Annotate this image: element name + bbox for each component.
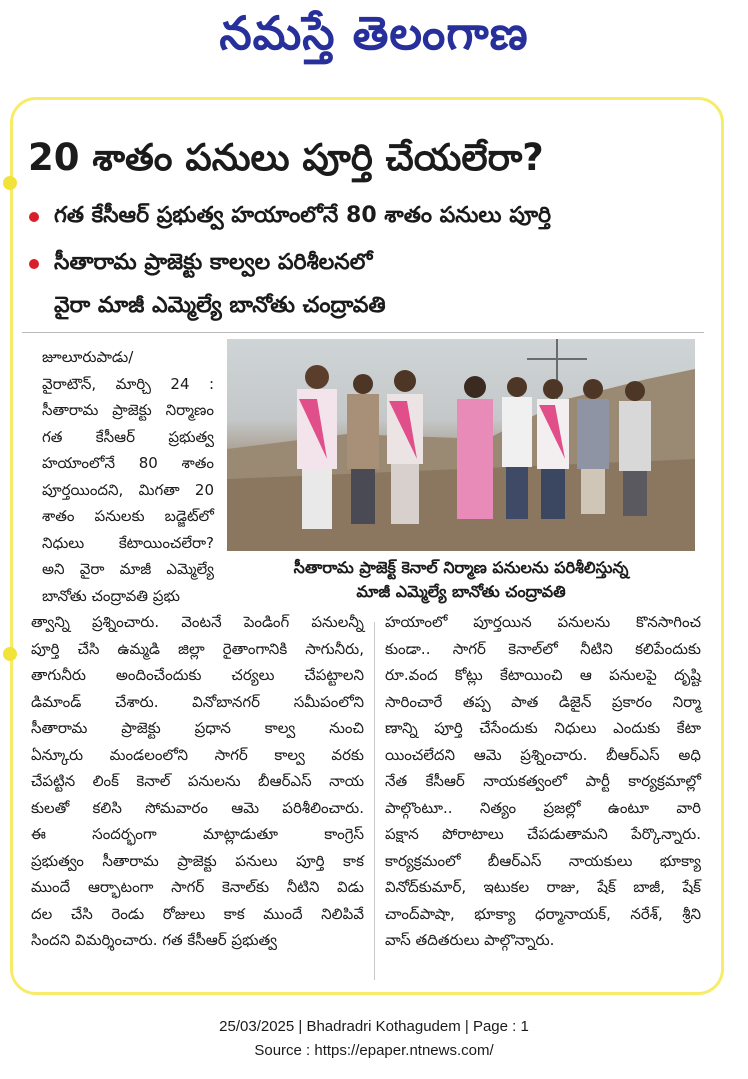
text-line: ణాన్ని పూర్తి చేసేందుకు నిధులు ఎందుకు కేటా — [385, 719, 701, 737]
subheadline-2: సీతారామ ప్రాజెక్టు కాల్వల పరిశీలనలో — [54, 250, 373, 275]
bullet-icon — [29, 259, 39, 269]
text-line: యించలేదని ఆమె ప్రశ్నించారు. బీఆర్‌ఎస్ అధి — [385, 745, 701, 764]
photo-illustration — [227, 339, 695, 551]
photo-caption — [227, 556, 695, 604]
footer-date-line: 25/03/2025 | Bhadradri Kothagudem | Page : 1 — [219, 1018, 529, 1035]
article-headline: 20 శాతం పనులు పూర్తి చేయలేరా? — [28, 136, 544, 179]
text-line: నేత కేసీఆర్ నాయకత్వంలో పార్టీ కార్యక్రమాల్లో — [385, 772, 701, 790]
footer-source-line: Source : https://epaper.ntnews.com/ — [254, 1042, 494, 1059]
text-line: కుండా.. సాగర్ కెనాల్‌లో నీటిని కలిపేందుకు — [385, 639, 701, 658]
text-line: డిమాండ్ చేశారు. వినోబానగర్ సమీపంలోని — [31, 692, 364, 711]
subheadline-3: వైరా మాజీ ఎమ్మెల్యే బానోతు చంద్రావతి — [54, 293, 386, 318]
text-line: హయాంలోనే 80 శాతం — [42, 454, 214, 472]
body-column-2 — [31, 609, 364, 954]
text-line: పూర్తయిందని, మిగతా 20 — [42, 480, 214, 499]
photo-caption-line: మాజీ ఎమ్మెల్యే బానోతు చంద్రావతి — [356, 582, 566, 601]
text-line: బానోతు చంద్రావతి ప్రభు — [42, 586, 180, 605]
divider — [22, 332, 704, 333]
text-line: త్వాన్ని ప్రశ్నించారు. వెంటనే పెండింగ్ పనులన్నీ — [31, 613, 364, 631]
text-line: ఏన్కూరు మండలంలోని సాగర్ కాల్వ వరకు — [31, 745, 364, 764]
text-line: వాస్ తదితరులు పాల్గొన్నారు. — [385, 931, 555, 949]
frame-marker-dot — [3, 176, 17, 190]
text-line: ఈ సందర్భంగా మాట్లాడుతూ కాంగ్రెస్ — [31, 825, 364, 843]
frame-marker-dot — [3, 647, 17, 661]
text-line: కులతో కలిసి సోమవారం ఆమె పరిశీలించారు. — [31, 798, 364, 817]
text-line: సారించారే తప్ప పాత డిజైన్ ప్రకారం నిర్మా — [385, 692, 701, 711]
text-line: తాగునీరు అందించేందుకు చర్యలు చేపట్టాలని — [31, 666, 364, 684]
text-line: అని వైరా మాజీ ఎమ్మెల్యే — [42, 560, 214, 578]
text-line: సీతారామ ప్రాజెక్టు ప్రధాన కాల్వ నుంచి — [31, 719, 364, 737]
text-line: ముందే ఆర్భాటంగా సాగర్ కెనాల్‌కు నీటిని విడు — [31, 878, 364, 896]
text-line: పాల్గొంటూ.. నిత్యం ప్రజల్లో ఉంటూ వారి — [385, 798, 701, 817]
news-photo — [227, 339, 695, 551]
photo-caption-line: సీతారామ ప్రాజెక్ట్ కెనాల్ నిర్మాణ పనులను పరిశీలిస్తున్న — [293, 558, 629, 577]
text-line: గత కేసీఆర్ ప్రభుత్వ — [42, 427, 214, 446]
text-line: జూలూరుపాడు/ — [42, 348, 134, 366]
text-line: చాంద్‌పాషా, భూక్యా ధర్మానాయక్, నరేశ్, శ్రీని — [385, 904, 701, 923]
subheadline-1: గత కేసీఆర్ ప్రభుత్వ హయాంలోనే 80 శాతం పనులు పూర్తి — [54, 203, 552, 228]
text-line: పక్షాన పోరాటాలు చేపడుతామని పేర్కొన్నారు. — [385, 825, 701, 843]
text-line: చేపట్టిన లింక్ కెనాల్ పనులను బీఆర్‌ఎస్ నాయ — [31, 772, 364, 790]
text-line: వినోద్‌కుమార్, ఇటుకల రాజు, షేక్ బాజీ, షేక్ — [385, 878, 701, 896]
text-line: ప్రభుత్వం సీతారామ ప్రాజెక్టు పనులు పూర్తి కాక — [31, 851, 364, 870]
body-column-1 — [42, 344, 214, 609]
masthead-logo: నమస్తే తెలంగాణ — [219, 6, 529, 60]
text-line: రూ.వంద కోట్లు కేటాయించి ఆ పనులపై దృష్టి — [385, 666, 701, 684]
column-divider — [374, 622, 375, 980]
text-line: శాతం పనులకు బడ్జెట్‌లో — [42, 507, 214, 525]
text-line: సిందని విమర్శించారు. గత కేసీఆర్ ప్రభుత్వ — [31, 931, 277, 949]
text-line: వైరాటౌన్, మార్చి 24 : — [42, 374, 214, 393]
text-line: కార్యక్రమంలో బీఆర్‌ఎస్ నాయకులు భూక్యా — [385, 851, 701, 870]
bullet-icon — [29, 212, 39, 222]
text-line: పూర్తి చేసి ఉమ్మడి జిల్లా రైతాంగానికి సాగునీరు, — [31, 639, 364, 658]
body-column-3 — [385, 609, 701, 954]
text-line: నిధులు కేటాయించలేరా? — [42, 533, 214, 552]
text-line: దల చేసి రెండు రోజులు కాక ముందే నిలిపివే — [31, 904, 364, 923]
text-line: సీతారామ ప్రాజెక్టు నిర్మాణం — [42, 401, 214, 419]
text-line: హయాంలో పూర్తయిన పనులను కొనసాగించ — [385, 613, 701, 631]
